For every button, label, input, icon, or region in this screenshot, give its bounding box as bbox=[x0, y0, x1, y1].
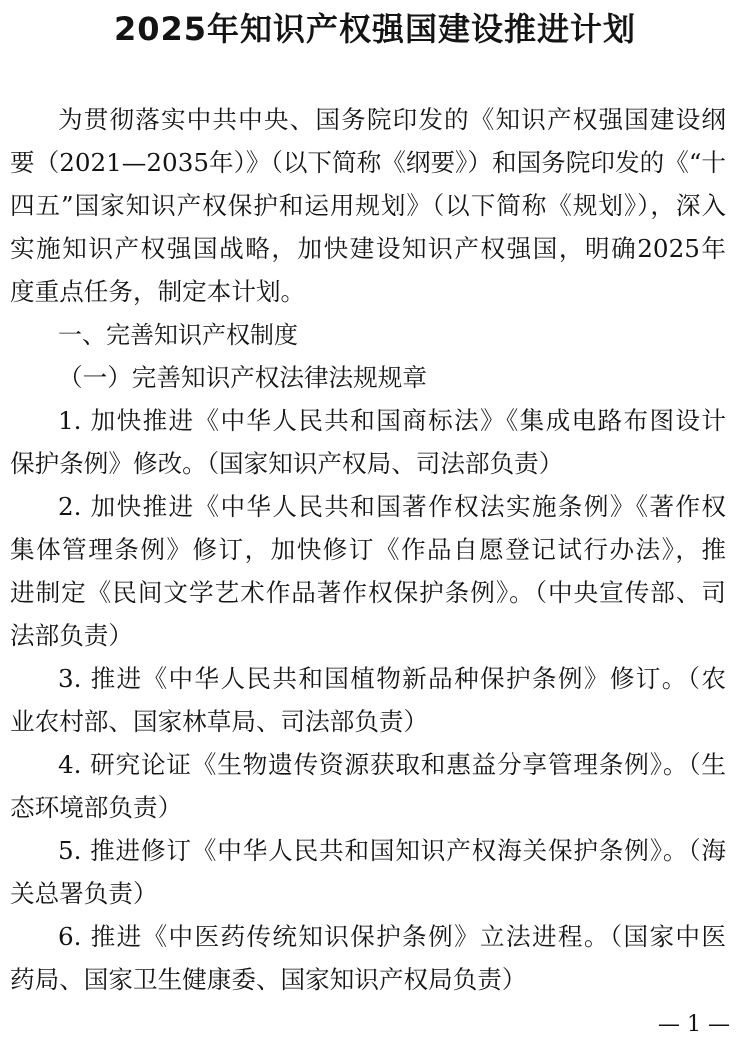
item-line: 药局、国家卫生健康委、国家知识产权局负责） bbox=[10, 965, 527, 994]
item-line: 进制定《民间文学艺术作品著作权保护条例》。（中央宣传部、司 bbox=[10, 578, 726, 607]
item-line: 2. 加快推进《中华人民共和国著作权法实施条例》《著作权 bbox=[58, 492, 726, 521]
item-line: 保护条例》修改。（国家知识产权局、司法部负责） bbox=[10, 449, 564, 478]
intro-line: 要（2021—2035年）》（以下简称《纲要》）和国务院印发的《“十 bbox=[10, 148, 726, 177]
intro-line: 四五”国家知识产权保护和运用规划》（以下简称《规划》），深入 bbox=[10, 191, 726, 220]
intro-line: 实施知识产权强国战略，加快建设知识产权强国，明确2025年 bbox=[10, 234, 726, 263]
item-line: 业农村部、国家林草局、司法部负责） bbox=[10, 707, 429, 736]
item-line: 6. 推进《中医药传统知识保护条例》立法进程。（国家中医 bbox=[58, 922, 726, 951]
item-line: 法部负责） bbox=[10, 621, 133, 650]
page-number: — 1 — bbox=[658, 1012, 730, 1037]
item-line: 态环境部负责） bbox=[10, 793, 183, 822]
item-line: 集体管理条例》修订，加快修订《作品自愿登记试行办法》，推 bbox=[10, 535, 726, 564]
subsection-heading: （一）完善知识产权法律法规规章 bbox=[58, 363, 427, 392]
item-line: 4. 研究论证《生物遗传资源获取和惠益分享管理条例》。（生 bbox=[58, 750, 726, 779]
item-line: 关总署负责） bbox=[10, 879, 158, 908]
section-heading: 一、完善知识产权制度 bbox=[58, 321, 298, 349]
item-line: 5. 推进修订《中华人民共和国知识产权海关保护条例》。（海 bbox=[58, 836, 726, 865]
intro-line: 度重点任务，制定本计划。 bbox=[10, 277, 306, 306]
item-line: 3. 推进《中华人民共和国植物新品种保护条例》修订。（农 bbox=[58, 664, 726, 693]
document-title: 2025年知识产权强国建设推进计划 bbox=[113, 10, 637, 48]
item-line: 1. 加快推进《中华人民共和国商标法》《集成电路布图设计 bbox=[58, 406, 726, 435]
intro-line: 为贯彻落实中共中央、国务院印发的《知识产权强国建设纲 bbox=[58, 105, 726, 134]
